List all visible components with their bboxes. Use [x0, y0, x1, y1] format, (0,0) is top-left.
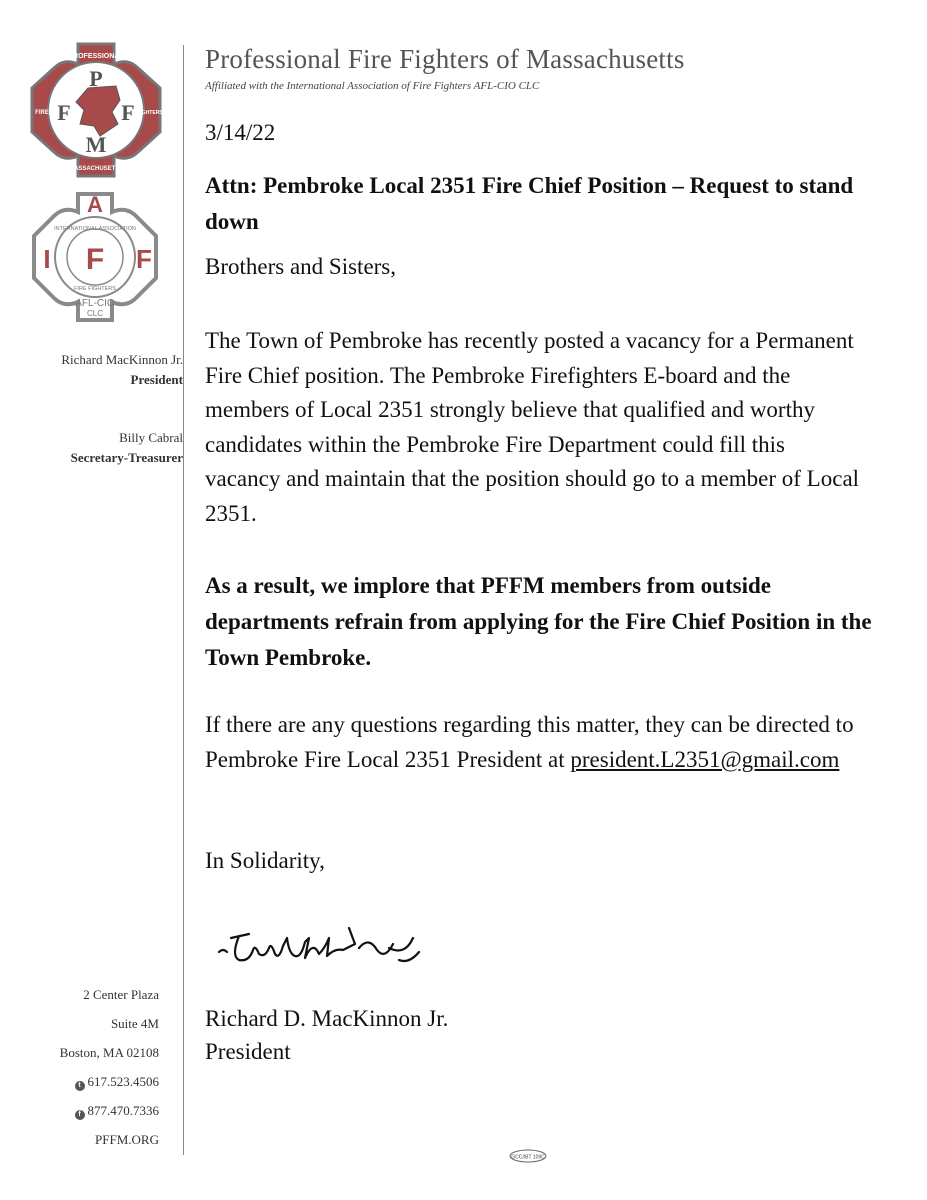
pffm-letter-p: P — [89, 66, 103, 91]
address-line-3: Boston, MA 02108 — [59, 1045, 159, 1060]
iaff-letter-f-center: F — [85, 243, 105, 276]
pffm-ring-left: FIRE — [35, 110, 49, 116]
phone-row — [0, 1072, 159, 1101]
fax-number: 877.470.7336 — [87, 1103, 159, 1118]
paragraph-request: As a result, we implore that PFFM members from outside departments refrain from applying for the Fire Chief Position in the Town Pembroke. — [205, 573, 872, 670]
paragraph-vacancy: The Town of Pembroke has recently posted a vacancy for a Permanent Fire Chief position. The Pembroke Firefighters E-board and the members of Local 2351 strongly believe that qualified and worthy candidates within the Pembroke Fire Department could fill this vacancy and maintain that the position should go to a member of Local 2351. — [205, 328, 860, 526]
iaff-ring-top: INTERNATIONAL ASSOCIATION — [54, 226, 136, 232]
contact-email-link[interactable]: president.L2351@gmail.com — [570, 747, 840, 772]
iaff-logo — [30, 190, 160, 325]
mailing-address — [0, 985, 159, 1159]
officer-name: Billy Cabral — [119, 430, 183, 445]
officer-secretary-treasurer — [18, 428, 183, 468]
pffm-letter-f2: F — [121, 100, 135, 125]
iaff-afl-cio: AFL-CIO — [75, 298, 115, 309]
svg-text:GCC/IBT 109C: GCC/IBT 109C — [511, 1154, 545, 1161]
letter-date: 3/14/22 — [205, 120, 276, 145]
fax-icon: f — [75, 1110, 85, 1120]
pffm-logo — [28, 40, 164, 180]
pffm-letter-m: M — [85, 132, 107, 157]
contact-text: If there are any questions regarding this matter, they can be directed to Pembroke Fire Local 2351 President at — [205, 712, 854, 772]
officer-title: President — [130, 372, 183, 387]
fax-row — [0, 1101, 159, 1130]
iaff-letter-i: I — [43, 244, 51, 274]
address-line-2: Suite 4M — [110, 1016, 159, 1031]
address-line-1: 2 Center Plaza — [83, 987, 159, 1002]
union-bug-mark — [508, 1149, 570, 1163]
iaff-letter-a: A — [87, 192, 103, 217]
iaff-ring-bottom: FIRE FIGHTERS — [74, 286, 116, 292]
officer-president — [18, 350, 183, 390]
officer-name: Richard MacKinnon Jr. — [61, 352, 183, 367]
iaff-clc: CLC — [86, 309, 104, 318]
letterhead-sidebar — [0, 0, 183, 1200]
affiliation-line: Affiliated with the International Association of Fire Fighters AFL-CIO CLC — [205, 80, 540, 92]
website-link[interactable]: PFFM.ORG — [95, 1132, 159, 1147]
org-name: Professional Fire Fighters of Massachusetts — [205, 44, 685, 74]
phone-number: 617.523.4506 — [87, 1074, 159, 1089]
signer-name: Richard D. MacKinnon Jr. — [205, 1006, 449, 1031]
closing: In Solidarity, — [205, 848, 325, 873]
letter-subject: Attn: Pembroke Local 2351 Fire Chief Position – Request to stand down — [205, 173, 854, 234]
phone-icon: t — [75, 1081, 85, 1091]
sidebar-divider — [183, 45, 184, 1155]
officer-title: Secretary-Treasurer — [70, 450, 183, 465]
pffm-letter-f1: F — [57, 100, 71, 125]
pffm-ring-top: PROFESSIONAL — [68, 53, 124, 60]
pffm-ring-right: FIGHTERS — [137, 110, 163, 116]
paragraph-contact — [205, 707, 895, 777]
signer-block — [205, 1002, 448, 1068]
signer-title: President — [205, 1039, 291, 1064]
pffm-ring-bottom: MASSACHUSETTS — [68, 166, 124, 172]
greeting: Brothers and Sisters, — [205, 254, 397, 279]
iaff-letter-f-right: F — [136, 244, 152, 274]
handwritten-signature — [209, 908, 429, 978]
